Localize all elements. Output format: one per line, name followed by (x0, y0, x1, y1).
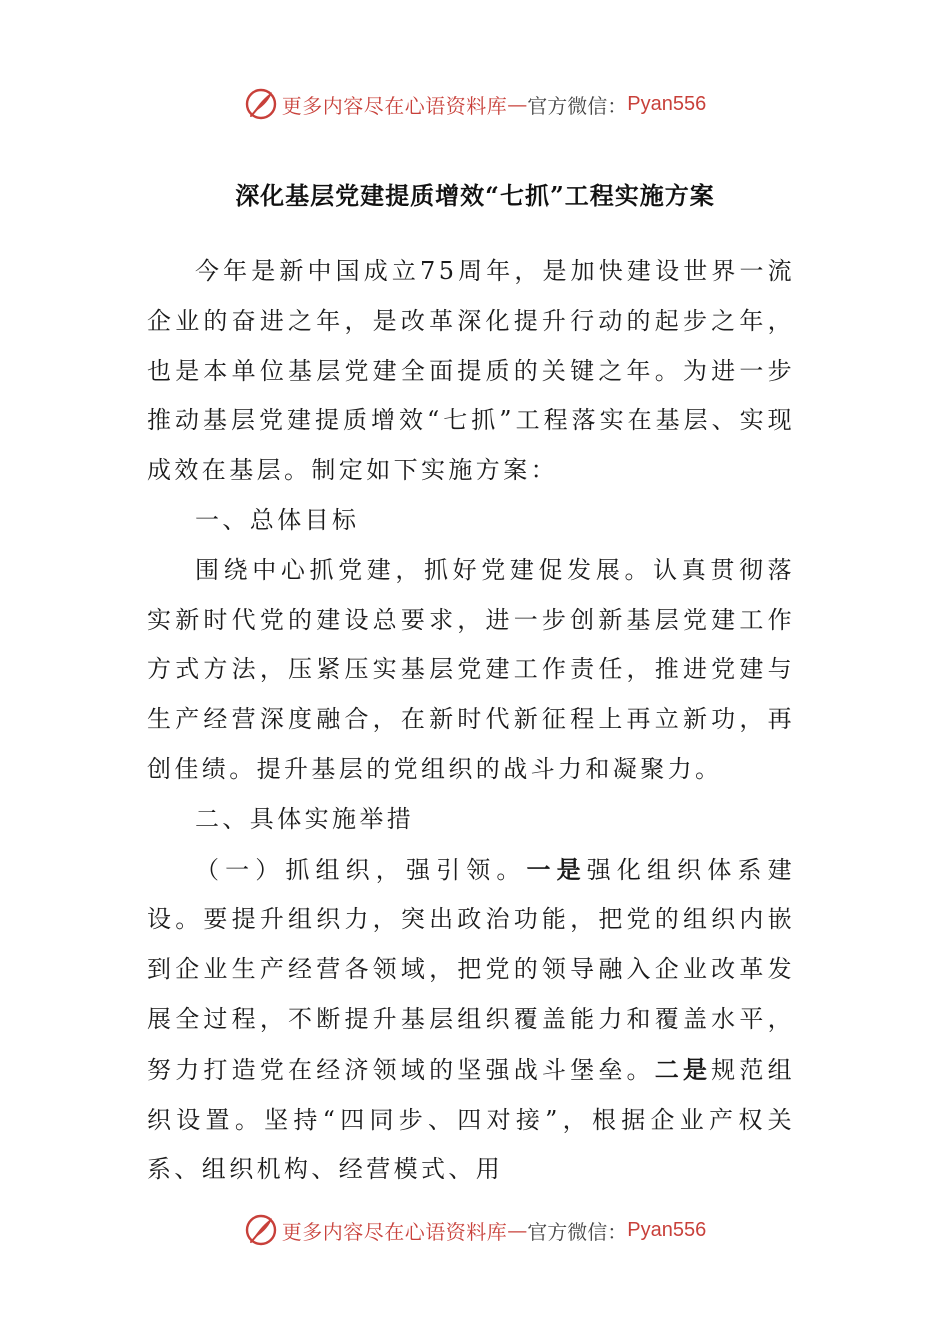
point-two-text: 规范组织设置。坚持“四同步、四对接”，根据企业产权关系、组织机构、经营模式、用 (147, 1055, 795, 1184)
footer-watermark (0, 1210, 950, 1250)
document-body (147, 247, 795, 1195)
section-heading-goals: 一、总体目标 (195, 505, 360, 534)
section-heading-measures: 二、具体实施举措 (195, 804, 415, 833)
watermark-official-label: 官方微信： (527, 93, 628, 118)
point-one-label: 一是 (526, 854, 587, 884)
watermark-wechat-id: Pyan556 (627, 1218, 707, 1241)
watermark-dash: — (507, 1218, 528, 1242)
watermark-official-label: 官方微信： (527, 1219, 628, 1244)
intro-paragraph: 今年是新中国成立75周年，是加快建设世界一流企业的奋进之年，是改革深化提升行动的起步之年，也是本单位基层党建全面提质的关键之年。为进一步推动基层党建提质增效“七抓”工程落实在基层、实现成效在基层。制定如下实施方案： (147, 257, 795, 485)
watermark-brand: 更多内容尽在心语资料库 (281, 1219, 508, 1244)
goals-paragraph: 围绕中心抓党建，抓好党建促发展。认真贯彻落实新时代党的建设总要求，进一步创新基层党建工作方式方法，压紧压实基层党建工作责任，推进党建与生产经营深度融合，在新时代新征程上再立新功，再创佳绩。提升基层的党组织的战斗力和凝聚力。 (147, 555, 795, 783)
header-watermark (0, 84, 950, 124)
watermark-dash: — (507, 92, 528, 116)
point-one-text: 强化组织体系建设。要提升组织力，突出政治功能，把党的组织内嵌到企业生产经营各领域，把党的领导融入企业改革发展全过程，不断提升基层组织覆盖能力和覆盖水平，努力打造党在经济领域的坚强战斗堡垒。 (147, 855, 795, 1084)
watermark-brand: 更多内容尽在心语资料库 (281, 93, 508, 118)
point-two-label: 二是 (654, 1054, 712, 1084)
feather-pen-logo-icon (244, 87, 278, 121)
feather-pen-logo-icon (244, 1213, 278, 1247)
watermark-wechat-id: Pyan556 (627, 92, 707, 115)
document-title: 深化基层党建提质增效“七抓”工程实施方案 (235, 181, 715, 210)
measure-lead: （一）抓组织，强引领。 (195, 855, 527, 884)
measure-paragraph (147, 845, 795, 1196)
